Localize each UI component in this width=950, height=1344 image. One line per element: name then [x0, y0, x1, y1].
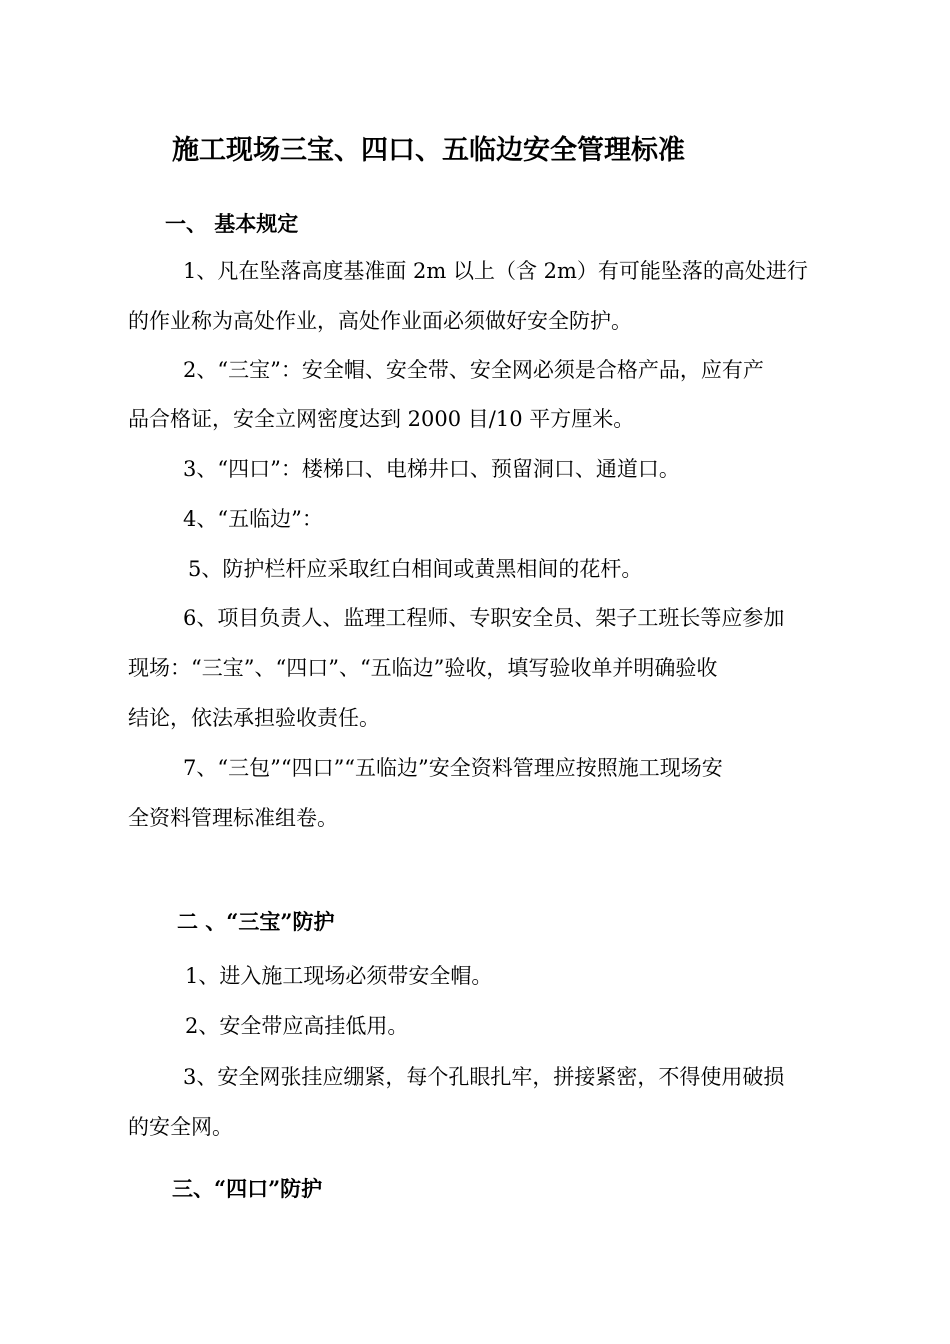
- paragraph-line: 3、“四口”：楼梯口、电梯井口、预留洞口、通道口。: [183, 457, 680, 481]
- section-heading-three-treasures: 二 、“三宝”防护: [177, 909, 335, 934]
- document-title: 施工现场三宝、四口、五临边安全管理标准: [172, 135, 685, 166]
- paragraph-line: 1、进入施工现场必须带安全帽。: [185, 964, 493, 988]
- paragraph-line: 全资料管理标准组卷。: [128, 806, 338, 830]
- paragraph-line: 的作业称为高处作业，高处作业面必须做好安全防护。: [128, 309, 632, 333]
- paragraph-line: 5、防护栏杆应采取红白相间或黄黑相间的花杆。: [188, 557, 643, 581]
- paragraph-line: 现场：“三宝”、“四口”、“五临边”验收，填写验收单并明确验收: [128, 656, 718, 680]
- paragraph-line: 2、安全带应高挂低用。: [185, 1014, 409, 1038]
- paragraph-line: 的安全网。: [128, 1115, 233, 1139]
- paragraph-line: 2、“三宝”：安全帽、安全带、安全网必须是合格产品，应有产: [183, 358, 764, 382]
- paragraph-line: 7、“三包”“四口”“五临边”安全资料管理应按照施工现场安: [183, 756, 723, 780]
- paragraph-line: 结论，依法承担验收责任。: [128, 706, 380, 730]
- paragraph-line: 4、“五临边”：: [183, 507, 323, 531]
- paragraph-line: 品合格证，安全立网密度达到 2000 目/10 平方厘米。: [128, 407, 635, 431]
- paragraph-line: 6、项目负责人、监理工程师、专职安全员、架子工班长等应参加: [183, 606, 785, 630]
- section-heading-four-openings: 三、“四口”防护: [172, 1176, 323, 1201]
- section-heading-basic-rules: 一、 基本规定: [165, 211, 299, 236]
- paragraph-line: 3、安全网张挂应绷紧，每个孔眼扎牢，拼接紧密，不得使用破损: [183, 1065, 785, 1089]
- paragraph-line: 1、凡在坠落高度基准面 2m 以上（含 2m）有可能坠落的高处进行: [183, 259, 808, 283]
